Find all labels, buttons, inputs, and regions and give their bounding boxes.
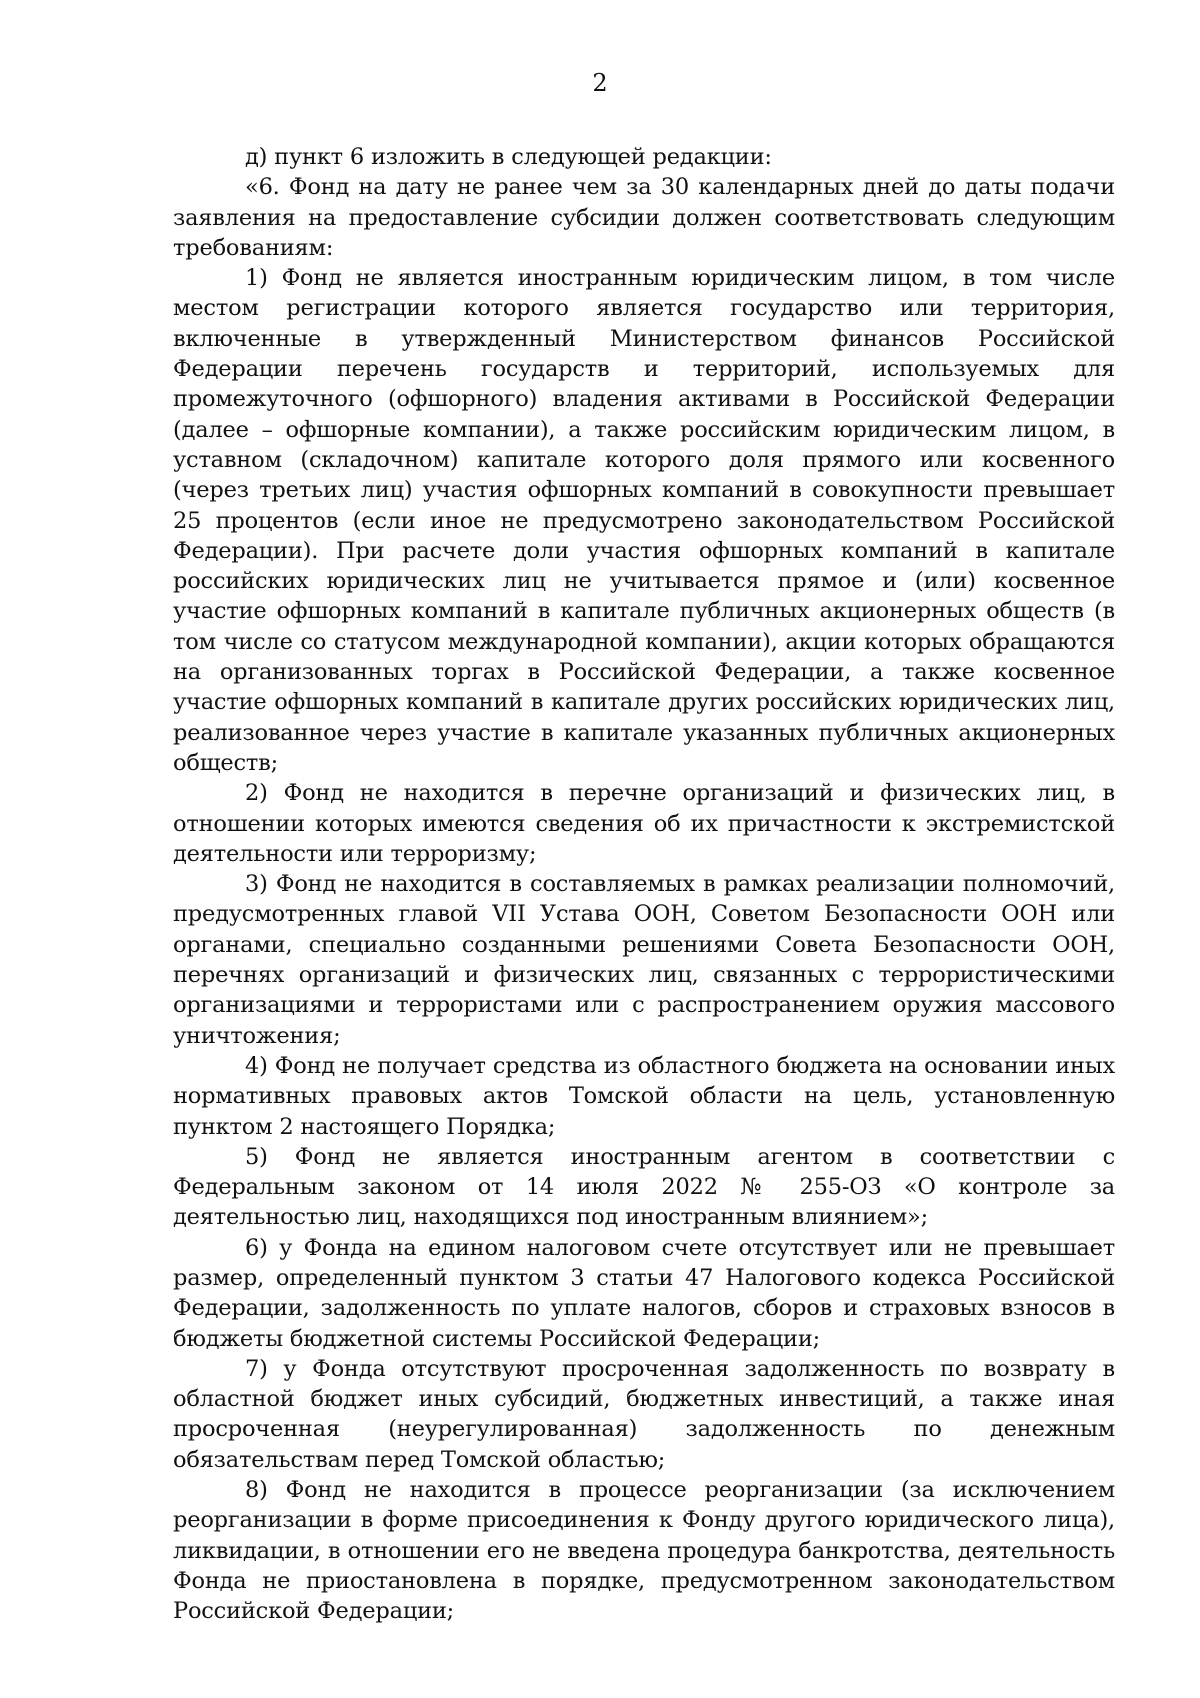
- paragraph-item-6: «6. Фонд на дату не ранее чем за 30 календарных дней до даты подачи заявления на предоставление субсидии должен соответствовать следующим требованиям:: [173, 174, 1115, 261]
- paragraph-requirement-2: 2) Фонд не находится в перечне организаций и физических лиц, в отношении которых имеются сведения об их причастности к экстремистской деятельности или терроризму;: [173, 780, 1115, 867]
- page-number: 2: [592, 69, 608, 97]
- paragraph-requirement-3: 3) Фонд не находится в составляемых в рамках реализации полномочий, предусмотренных главой VII Устава ООН, Советом Безопасности ООН или органами, специально созданными решениями Совета Безопасности ООН, перечнях организаций и физических лиц, связанных с террористическими организациями и террористами или с распространением оружия массового уничтожения;: [173, 871, 1115, 1049]
- paragraph-amendment-intro: д) пункт 6 изложить в следующей редакции:: [245, 144, 772, 170]
- document-body: [173, 142, 1115, 1627]
- paragraph-requirement-8: 8) Фонд не находится в процессе реорганизации (за исключением реорганизации в форме присоединения к Фонду другого юридического лица), ликвидации, в отношении его не введена процедура банкротства, деятельность Фонда не приостановлена в порядке, предусмотренном законодательством Российской Федерации;: [173, 1477, 1115, 1625]
- paragraph-requirement-4: 4) Фонд не получает средства из областного бюджета на основании иных нормативных правовых актов Томской области на цель, установленную пунктом 2 настоящего Порядка;: [173, 1052, 1115, 1140]
- paragraph-requirement-7: 7) у Фонда отсутствуют просроченная задолженность по возврату в областной бюджет иных субсидий, бюджетных инвестиций, а также иная просроченная (неурегулированная) задолженность по денежным обязательствам перед Томской областью;: [173, 1355, 1115, 1473]
- paragraph-requirement-1: 1) Фонд не является иностранным юридическим лицом, в том числе местом регистрации которого является государство или территория, включенные в утвержденный Министерством финансов Российской Федерации перечень государств и территорий, используемых для промежуточного (офшорного) владения активами в Российской Федерации (далее – офшорные компании), а также российским юридическим лицом, в уставном (складочном) капитале которого доля прямого или косвенного (через третьих лиц) участия офшорных компаний в совокупности превышает 25 процентов (если иное не предусмотрено законодательством Российской Федерации). При расчете доли участия офшорных компаний в капитале российских юридических лиц не учитывается прямое и (или) косвенное участие офшорных компаний в капитале публичных акционерных обществ (в том числе со статусом международной компании), акции которых обращаются на организованных торгах в Российской Федерации, а также косвенное участие офшорных компаний в капитале других российских юридических лиц, реализованное через участие в капитале указанных публичных акционерных обществ;: [173, 265, 1115, 776]
- paragraph-requirement-6: 6) у Фонда на едином налоговом счете отсутствует или не превышает размер, определенный пунктом 3 статьи 47 Налогового кодекса Российской Федерации, задолженность по уплате налогов, сборов и страховых взносов в бюджеты бюджетной системы Российской Федерации;: [173, 1234, 1115, 1352]
- paragraph-requirement-5: 5) Фонд не является иностранным агентом в соответствии с Федеральным законом от 14 июля 2022 № 255-ОЗ «О контроле за деятельностью лиц, находящихся под иностранным влиянием»;: [173, 1143, 1115, 1231]
